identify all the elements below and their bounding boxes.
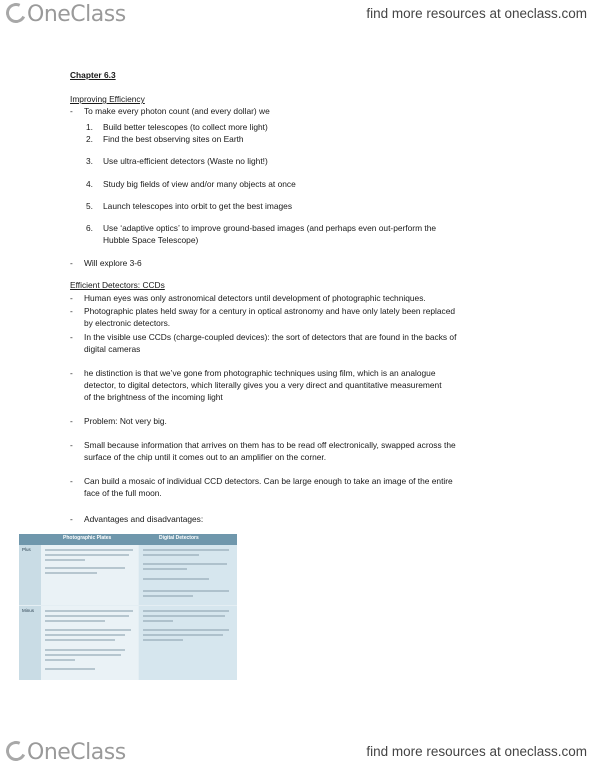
- list-item-text: detector, to digital detectors, which literally gives you a very direct and quantitative measurement: [84, 380, 442, 390]
- item-text: Use ‘adaptive optics’ to improve ground-based images (and perhaps even out-perform the: [103, 223, 437, 233]
- item-number: 5.: [86, 201, 93, 211]
- list-item-text: he distinction is that we’ve gone from photographic techniques using film, which is an analogue: [84, 368, 436, 378]
- item-text: Find the best observing sites on Earth: [103, 134, 244, 144]
- oneclass-logo[interactable]: [6, 740, 126, 765]
- logo-ring-icon: [3, 738, 29, 764]
- list-item-text: To make every photon count (and every dollar) we: [84, 106, 270, 116]
- item-number: 1.: [86, 122, 93, 132]
- table-row-label-plus: [19, 545, 41, 605]
- illegible-text-line: [143, 563, 227, 565]
- bullet-dash: -: [70, 306, 73, 316]
- illegible-text-line: [45, 639, 115, 641]
- bullet-dash: -: [70, 416, 73, 426]
- list-item-text: Photographic plates held sway for a century in optical astronomy and have only lately been replaced: [84, 306, 456, 316]
- table-header-digital: Digital Detectors: [159, 535, 199, 541]
- item-text: Use ultra-efficient detectors (Waste no light!): [103, 156, 268, 166]
- illegible-text-line: [45, 559, 85, 561]
- footer-tagline[interactable]: find more resources at oneclass.com: [366, 744, 587, 759]
- bullet-dash: -: [70, 476, 73, 486]
- illegible-text-line: [143, 568, 187, 570]
- bullet-dash: -: [70, 106, 73, 116]
- illegible-text-line: [45, 634, 125, 636]
- item-number: 4.: [86, 179, 93, 189]
- list-item-text: Can build a mosaic of individual CCD detectors. Can be large enough to take an image of the entire: [84, 476, 453, 486]
- table-cell: [139, 606, 237, 680]
- logo-text: OneClass: [27, 740, 126, 765]
- section-heading-efficiency: Improving Efficiency: [70, 94, 145, 104]
- illegible-text-line: [143, 595, 193, 597]
- bullet-dash: -: [70, 514, 73, 524]
- oneclass-logo[interactable]: [6, 2, 126, 27]
- section-heading-ccds: Efficient Detectors: CCDs: [70, 280, 165, 290]
- illegible-text-line: [45, 659, 75, 661]
- chapter-title: Chapter 6.3: [70, 70, 116, 80]
- logo-text: OneClass: [27, 2, 126, 27]
- list-item-text: face of the full moon.: [84, 488, 162, 498]
- illegible-text-line: [143, 615, 225, 617]
- table-header-photographic: Photographic Plates: [63, 535, 112, 541]
- header-tagline[interactable]: find more resources at oneclass.com: [366, 6, 587, 21]
- illegible-text-line: [45, 654, 121, 656]
- illegible-text-line: [143, 590, 229, 592]
- bullet-dash: -: [70, 440, 73, 450]
- illegible-text-line: [45, 629, 131, 631]
- logo-ring-icon: [3, 0, 29, 26]
- item-text: Build better telescopes (to collect more light): [103, 122, 268, 132]
- list-item-text: In the visible use CCDs (charge-coupled devices): the sort of detectors that are found in the backs of: [84, 332, 457, 342]
- illegible-text-line: [45, 554, 129, 556]
- table-header-row: [19, 534, 237, 545]
- illegible-text-line: [45, 615, 129, 617]
- item-text: Study big fields of view and/or many objects at once: [103, 179, 296, 189]
- list-item-text: Human eyes was only astronomical detectors until development of photographic techniques.: [84, 293, 426, 303]
- illegible-text-line: [143, 629, 229, 631]
- item-number: 6.: [86, 223, 93, 233]
- illegible-text-line: [45, 572, 97, 574]
- list-item-text: surface of the chip until it comes out to an amplifier on the corner.: [84, 452, 327, 462]
- illegible-text-line: [143, 554, 199, 556]
- list-item-text: Small because information that arrives on them has to be read off electronically, swapped across the: [84, 440, 456, 450]
- item-text: Launch telescopes into orbit to get the best images: [103, 201, 293, 211]
- bullet-dash: -: [70, 258, 73, 268]
- illegible-text-line: [45, 610, 133, 612]
- list-item-text: Problem: Not very big.: [84, 416, 167, 426]
- list-item-text: Advantages and disadvantages:: [84, 514, 204, 524]
- bullet-dash: -: [70, 368, 73, 378]
- list-item-text: digital cameras: [84, 344, 141, 354]
- illegible-text-line: [143, 610, 229, 612]
- page-footer: [0, 738, 595, 766]
- page-header: [0, 0, 595, 28]
- illegible-text-line: [143, 578, 209, 580]
- illegible-text-line: [143, 634, 223, 636]
- bullet-dash: -: [70, 332, 73, 342]
- comparison-table-image: [19, 534, 237, 680]
- illegible-text-line: [45, 620, 105, 622]
- row-label-text: Plus: [22, 547, 31, 552]
- illegible-text-line: [45, 567, 125, 569]
- table-row-label-minus: [19, 606, 41, 680]
- item-text: Hubble Space Telescope): [103, 235, 199, 245]
- illegible-text-line: [45, 668, 95, 670]
- list-item-text: Will explore 3-6: [84, 258, 142, 268]
- item-number: 3.: [86, 156, 93, 166]
- illegible-text-line: [143, 549, 229, 551]
- illegible-text-line: [45, 549, 133, 551]
- illegible-text-line: [45, 649, 125, 651]
- illegible-text-line: [143, 639, 183, 641]
- item-number: 2.: [86, 134, 93, 144]
- illegible-text-line: [143, 620, 173, 622]
- bullet-dash: -: [70, 293, 73, 303]
- list-item-text: by electronic detectors.: [84, 318, 171, 328]
- list-item-text: of the brightness of the incoming light: [84, 392, 223, 402]
- row-label-text: Minus: [22, 608, 35, 613]
